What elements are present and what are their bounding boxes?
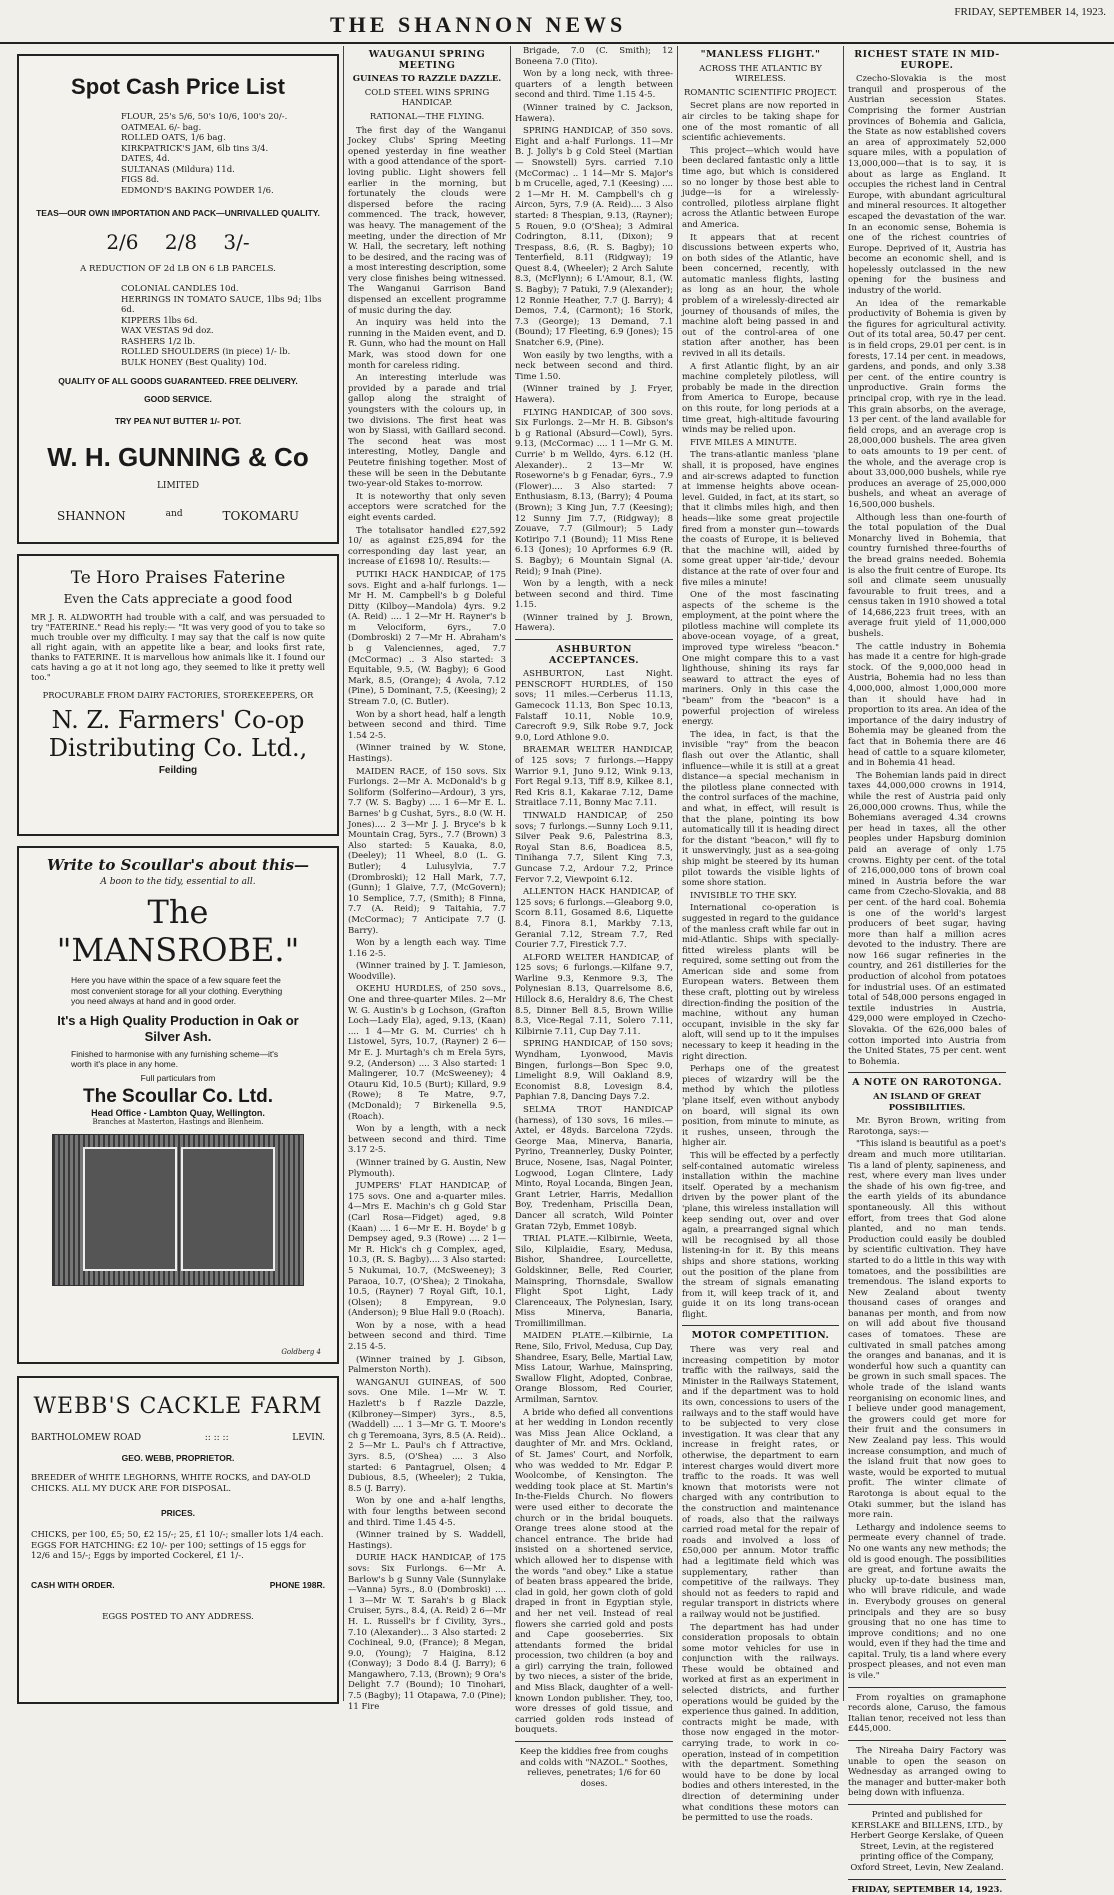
paragraph: Brigade, 7.0 (C. Smith); 12 Boneena 7.0 (Tito).	[515, 46, 673, 67]
eggs-posted: EGGS POSTED TO ANY ADDRESS.	[102, 1611, 254, 1622]
tea-line: TEAS—OUR OWN IMPORTATION AND PACK—UNRIVALLED QUALITY.	[36, 208, 320, 218]
article-headline: MOTOR COMPETITION.	[691, 1330, 830, 1342]
price-item: HERRINGS IN TOMATO SAUCE, 1lbs 9d; 1lbs 6d.	[121, 294, 322, 315]
paragraph: International co-operation is suggested in regard to the guidance of the manless craft while far out in mid-Atlantic. Ships with specially-fitted wireless plants will be required, some setting out from the American side and some from European waters. Between them these craft, plotting out by wireless direction-finding the position of the machine, without any human occupant, invisible in the sky far aloft, will send up to it the impulses necessary to keep it heading in the right direction.	[682, 903, 839, 1062]
paragraph: It appears that at recent discussions between experts who, on both sides of the Atlantic, have been concerned, recently, with automatic manless flights, lasting as long as an hour, the whole problem of a wirelessly-directed air journey of thousands of miles, the machine aloft being passed in and out of the control-area of one station after another, has been revived in all its details.	[682, 232, 839, 360]
paragraph: DURIE HACK HANDICAP, of 175 sovs: Six Furlongs. 6—Mr A. Barlow's b g Sunny Vale (Sunnylake—Vanna) 5yrs., 8.0 (Dombroski) .... 1 3—Mr W. T. Sarah's b g Black Cruiser, 5yrs., 8.4, (A. Reid) 2 6—Mr H. L. Russell's br f Civility, 3yrs., 7.10 (Alexander)... 3 Also started: 2 Cochineal, 9.0, (France); 8 Megan, 9.0, (Young); 7 Haigina, 8.12 (Conway); 3 Dodo 8.4 (J. Barry); 6 Mangawhero, 7.13, (Brown); 9 Ora's Delight 7.7 (Bound); 10 Tinohari, 7.5 (Bagby); 11 Otapawa, 7.0 (Pine); 11 Fire	[348, 1553, 506, 1712]
paragraph: OKEHU HURDLES, of 250 sovs., One and three-quarter Miles. 2—Mr W. G. Austin's b g Lochson, (Grafton Loch—Lady Ela), aged, 9.13, (Kaan) .... 1 4—Mr G. M. Curries' ch h Listowel, 5yrs, 10.7, (Rayner) 2 6—Mr E. J. Murtagh's ch m Erela 5yrs, 9.2, (Anderson) .... 3 Also started: 1 Malingerer, 10.7 (McSweeney); 4 Otauru Kid, 10.5 (Burt); Killard, 9.9 (Rowe); 8 Te Matre, 9.7, (McDonald); 7 Birkenella 9.5, (Roach).	[348, 984, 506, 1122]
divider	[515, 1741, 673, 1742]
wardrobe-door-right	[181, 1147, 275, 1271]
paragraph: PUTIKI HACK HANDICAP, of 175 sovs. Eight and a-half furlongs. 1—Mr H. M. Campbell's b g Doleful Ditty (Kilboy—Mandola) 4yrs. 9.2 (A. Reid) .... 1 2—Mr H. Rayner's b m Velociform, 6yrs., 7.0 (Dombroski) 2 7—Mr H. Abraham's b g Valenciennes, aged, 7.7 (McCormac) .. 3 Also started: 3 Equitable, 9.5, (W. Bagby); 6 Good Mark, 8.5, (Orange); 4 Avola, 7.12 (Pine), 5 Dominant, 7.5, (Keesing); 2 Stream 7.0, (C. Butler).	[348, 569, 506, 708]
ad-body: Here you have within the space of a few square feet the most convenient storage for all your clothing. Everything you need always at hand and in good order.	[71, 975, 283, 1006]
column-rule	[843, 46, 844, 1701]
article-body	[682, 101, 839, 1320]
article-headline: "MANLESS FLIGHT."	[700, 49, 821, 60]
article-subhead: COLD STEEL WINS SPRING HANDICAP.	[364, 87, 490, 109]
paragraph: (Winner trained by S. Waddell, Hastings).	[348, 1530, 506, 1551]
price-list-2	[121, 284, 325, 368]
aviation-column	[682, 46, 839, 1824]
article-body	[515, 669, 673, 1736]
tea-price: 2/6	[106, 230, 139, 254]
paragraph: (Winner trained by J. Brown, Hawera).	[515, 612, 673, 634]
column-rule	[677, 46, 678, 1701]
paragraph: WANGANUI GUINEAS, of 500 sovs. One Mile. 1—Mr W. T. Hazlett's b f Razzle Dazzle, (Kilbroney—Simper) 3yrs., 8.5, (Waddell) .... 1 3—Mr G. T. Moore's ch g Teremoana, 3yrs, 8.5 (A. Reid).. 2 5—Mr L. Paul's ch f Attractive, 3yrs. 8.5, (O'Shea) .... 3 Also started: 6 Pantagruel, Olsen; 4 Dubious, 8.5, (Wheeler); 2 Tukia, 8.5 (J. Barry).	[348, 1377, 506, 1494]
dairy-note: The Nireaha Dairy Factory was unable to open the season on Wednesday as arranged owing to the manager and butter-maker both being down with influenza.	[848, 1746, 1006, 1799]
address-line	[31, 1433, 325, 1443]
paragraph: Won by a length, with a neck between second and third. Time 1.15.	[515, 579, 673, 611]
divider	[515, 639, 673, 640]
price-item: KIPPERS 1lbs 6d.	[121, 315, 198, 326]
particulars-line: Full particulars from	[140, 1072, 216, 1083]
article-body	[848, 74, 1006, 1067]
ad-subheadline: A boon to the tidy, essential to all.	[100, 877, 256, 887]
price-item: FLOUR, 25's 5/6, 50's 10/6, 100's 20/-.	[121, 112, 288, 122]
wardrobe-illustration	[52, 1134, 304, 1286]
ad-headline: Te Horo Praises Faterine	[70, 568, 286, 588]
article-headline: WAUGANUI SPRING MEETING	[368, 49, 486, 71]
prices-body: CHICKS, per 100, £5; 50, £2 15/-; 25, £1 10/-; smaller lots 1/4 each. EGGS FOR HATCHING: £2 10/- per 100; settings of 15 eggs for 12/6 and 15/-; Eggs by imported Cockerel, £1 1/-.	[31, 1530, 324, 1561]
price-item: EDMOND'S BAKING POWDER 1/6.	[121, 185, 274, 196]
divider	[848, 1804, 1006, 1805]
paragraph: The first day of the Wanganui Jockey Clubs' Spring Meeting opened yesterday in fine weather with a good attendance of the sport-loving public. Light showers fell earlier in the morning, but fortunately the clouds were dispersed before the racing commenced. The track, however, was heavy. The management of the meeting, under the direction of Mr W. Hall, the secretary, left nothing to be desired, and the racing was of a most interesting description, some very close finishes being witnessed. The Wanganui Garrison Band dispensed an excellent programme of music during the day.	[348, 125, 506, 316]
ad-headline: WEBB'S CACKLE FARM	[33, 1394, 323, 1419]
europe-column	[848, 46, 1006, 1895]
paragraph: ASHBURTON, Last Night. PENSCROFT HURDLES, of 150 sovs; 11 miles.—Cerberus 11.13, Gamecock 11.13, Bon Spec 10.13, Falstaff 10.11, Noble 10.9, Carecroft 9.9, Silk Robe 9.7, Jock 9.0, Lord Athlone 9.0.	[515, 669, 673, 743]
article-headline: RICHEST STATE IN MID-EUROPE.	[854, 49, 1000, 71]
divider	[682, 1325, 839, 1326]
tea-price: 3/-	[223, 230, 250, 254]
price-item: DATES, 4d.	[121, 154, 170, 164]
firm-name: W. H. GUNNING & Co	[47, 442, 309, 472]
paragraph: The trans-atlantic manless 'plane shall, it is proposed, have engines and air-screws adapted to function at immense heights above ocean-level. Guided, in fact, at its start, so that it climbs miles high, and then heads—like some great projectile fired from a monster gun—towards the coasts of Europe, it is believed that the machine will, aided by some great upper 'air-tide,' devour distance at the rate of over four and five miles a minute!	[682, 450, 839, 588]
paragraph: JUMPERS' FLAT HANDICAP, of 175 sovs. One and a-quarter miles. 4—Mrs E. Machin's ch g Gold Star (Carl Rosa—Fidget) aged, 9.8 (Kaan) .... 1 6—Mr E. H. Boyde' b g Dempsey aged, 9.3 (Rowe) .... 2 1—Mr R. Hick's ch g Complex, aged, 10.3, (R. S. Bagby).... 3 Also started: 5 Nukumai, 10.7, (McSweeney); 3 Paraoa, 10.7, (O'Shea); 2 Tinokaha, 10.5, (Rayner) 7 Royal Gift, 10.1, (Olsen); 8 Empyrean, 9.0 (Anderson); 9 Blue Hall 9.0 (Roach).	[348, 1181, 506, 1319]
price-item: COLONIAL CANDLES 10d.	[121, 284, 239, 294]
paragraph: ALFORD WELTER HANDICAP, of 125 sovs; 6 furlongs.—Kilfane 9.7, Warline 9.3, Kenmore 9.3, The Polynesian 8.13, Quarrelsome 8.6, Hillock 8.6, Heraldry 8.6, The Chest 8.5, Dinner Bell 8.5, Brown Willie 8.3, Vice-Regal 7.11, Solero 7.11, Kilbirnie 7.11, Cup Day 7.11.	[515, 952, 673, 1037]
cash-with-order: CASH WITH ORDER.	[31, 1579, 115, 1590]
artist-signature: Goldberg 4	[281, 1348, 321, 1356]
article-subhead: ACROSS THE ATLANTIC BY WIRELESS.	[699, 63, 822, 85]
head-office: Head Office - Lambton Quay, Wellington.	[91, 1107, 265, 1118]
ad-subheadline: Even the Cats appreciate a good food	[63, 592, 293, 606]
faterine-advertisement	[17, 554, 339, 836]
paragraph: FLYING HANDICAP, of 300 sovs. Six Furlongs. 2—Mr H. B. Gibson's b g Rational (Absurd—Cowl), 5yrs. 9.13, (McCormac) .... 1 1—Mr G. M. Currie' b m Welldo, 4yrs. 6.12 (H. Alexander).. 2 13—Mr W. Roseworne's b g Fenadar, 6yrs., 7.9 (Flower).... 3 Also started: 7 Enthusiasm, 8.13, (Barry); 4 Pouma (Brown); 3 King Jun, 7.7 (Keesing); 12 Sunny Jim 7.7, (Ridgway); 8 Zouave, 7.7 (Gilmour); 5 Lady Kotiripo 7.1 (Bound); 11 Miss Rene 6.13 (Jones); 10 Aprformes 6.9 (R. S. Bagby); 6 Mountain Signal (A. Reid); 9 Inah (Pine).	[515, 407, 673, 577]
paragraph: ALLENTON HACK HANDICAP, of 125 sovs; 6 furlongs.—Gleaborg 9.0, Scorn 8.11, Gosamed 8.6, Liquette 8.4, Finora 8.1, Markby 7.13, Geranial 7.12, Stream 7.7, Red Courier 7.7, Firestick 7.7.	[515, 887, 673, 951]
paragraph: (Winner trained by J. T. Jamieson, Woodville).	[348, 961, 506, 982]
paragraph: There was very real and increasing competition by motor traffic with the railways, said the Minister in the Railways Statement, and if the department was to hold its own, concessions to users of the railways and to the staff would have to be subjected to very close investigation. It was clear that any increase in freight rates, or otherwise, the department to earn interest charges would divert more traffic to the roads. It was well known that motorists were not charged with any contribution to the construction and maintenance of roads, also that the railways carried road metal for the repair of roads and involved a loss of £50,000 per annum. Motor traffic had a legitimate field which was supplementary, rather than competitive of the railways. They should not as feeders to rapid and regular transport in districts where a railway would not be justified.	[682, 1345, 839, 1620]
nazol-notice: Keep the kiddies free from coughs and colds with "NAZOL." Soothes, relieves, penetrates; 1/6 for 60 doses.	[519, 1747, 669, 1789]
column-rule	[510, 46, 511, 1701]
caruso-note: From royalties on gramaphone records alone, Caruso, the famous Italian tenor, received not less than £445,000.	[848, 1692, 1006, 1735]
paragraph: Won by a nose, with a head between second and third. Time 2.15 4-5.	[348, 1320, 506, 1353]
ad-headline: Write to Scoullar's about this—	[46, 856, 310, 874]
ad-body: MR J. R. ALDWORTH had trouble with a calf, and was persuaded to try "FATERINE." Read his reply:— "It was very good of you to take so much trouble over my difficulty. I may say that the calf is now quite all right again, with an appetite like a bear, and looks first rate, thanks to FATERINE. It is marvellous how animals like it. I found our cats having a go at it not long ago, they seemed to like it pretty well too."	[31, 612, 325, 682]
paragraph: The Bohemian lands paid in direct taxes 44,000,000 crowns in 1914, while the rest of Austria paid only 26,000,000 crowns. Thus, while the Bohemians averaged 4.34 crowns per head in taxes, all the other peoples under Hapsburg dominion paid an average of only 1.75 crowns. Eighty per cent. of the total of 216,000,000 tons of brown coal mined in Austria before the war came from Czecho-Slovakia, and 88 per cent. of the hard coal. Bohemia is one of the world's largest producers of beet sugar, having more than half a million acres devoted to the industry. There are now 166 sugar refineries in the country, and 261 distilleries for the production of alcohol from potatoes for industrial uses. Of an estimated total of 548,000 persons engaged in textile industries in Austria, 429,000 were employed in Czecho-Slovakia. Of the 626,000 bales of cotton imported into Austria from the United States, 75 per cent. went to Bohemia.	[848, 770, 1006, 1067]
procurable-line: PROCURABLE FROM DAIRY FACTORIES, STOREKEEPERS, OR	[42, 690, 314, 700]
tea-price: 2/8	[164, 230, 198, 254]
racing-column-continued	[515, 46, 673, 1789]
article-subhead: RATIONAL—THE FLYING.	[369, 111, 485, 122]
paragraph: FIVE MILES A MINUTE.	[690, 437, 797, 448]
paragraph: (Winner trained by J. Fryer, Hawera).	[515, 384, 673, 405]
paragraph: The totalisator handled £27,592 10/ as against £25,894 for the corresponding day last year, an increase of £1698 10/. Results:—	[348, 525, 506, 568]
prices-heading: PRICES.	[160, 1508, 195, 1518]
paragraph: TRIAL PLATE.—Kilbirnie, Weeta, Silo, Kilplaidie, Esary, Medusa, Bishor, Shandree, Lourcellette, Goldskinner, Belle, Red Courier, Mainspring, Thornsdale, Swallow Flight Spot Light, Lady Clarenceaux, The Polynesian, Isary, Miss Minerva, Banaria, Tromillimillman.	[515, 1234, 673, 1329]
gunning-advertisement	[17, 54, 339, 544]
paragraph: Won by a length each way. Time 1.16 2-5.	[348, 938, 506, 959]
reduction-note: A REDUCTION OF 2d LB ON 6 LB PARCELS.	[80, 264, 276, 274]
branches: Branches at Masterton, Hastings and Blenheim.	[92, 1117, 264, 1126]
paragraph: Won easily by two lengths, with a neck between second and third. Time 1.50.	[515, 350, 673, 382]
town-right: TOKOMARU	[222, 509, 299, 523]
divider	[848, 1740, 1006, 1741]
paragraph: Perhaps one of the greatest pieces of wizardry will be the method by which the pilotless 'plane itself, even without anybody on board, will signal its own position, from minute to minute, as it rushes, unseen, through the higher air.	[682, 1064, 839, 1149]
quality-line: It's a High Quality Production in Oak or Silver Ash.	[57, 1012, 299, 1044]
company-name: The Scoullar Co. Ltd.	[82, 1085, 273, 1107]
issue-date: FRIDAY, SEPTEMBER 14, 1923.	[954, 6, 1106, 18]
price-list	[121, 112, 325, 196]
divider	[848, 1072, 1006, 1073]
paragraph: The idea, in fact, is that the invisible "ray" from the beacon flash out over the Atlantic, shall influence—while it is still at a great distance—a special mechanism in the pilotless plane connected with the control surfaces of the machine, and what, in effect, will result is that the plane, pointing its bow automatically till it is heading direct for the distant "beacon," will fly to it unswervingly, just as a sea-going ship might be steered by its human pilot towards the visible lights of some shore station.	[682, 729, 839, 889]
article-body	[682, 1345, 839, 1824]
paragraph: Lethargy and indolence seems to permeate every channel of trade. No one wants any new methods; the old is good enough. The possibilities are great, and fortune awaits the plucky up-to-date business man, who will brave ridicule, and wade in. Everybody grouses on general principals and they are so busy grousing that no one has time to improve conditions; and no one would, even if they had the time and capital. Truly, tis a land where every prospect pleases, and not even man is vile."	[848, 1522, 1006, 1682]
paragraph: Won by a length, with a neck between second and third. Time 3.17 2-5.	[348, 1124, 506, 1156]
ad-body: BREEDER of WHITE LEGHORNS, WHITE ROCKS, and DAY-OLD CHICKS. ALL MY DUCK ARE FOR DISPOSAL.	[31, 1473, 311, 1494]
butter-line: TRY PEA NUT BUTTER 1/- POT.	[114, 416, 242, 426]
address-separator: :: :: ::	[204, 1433, 229, 1443]
paragraph: An idea of the remarkable productivity of Bohemia is given by the figures for agricultural activity. Out of its total area, 50.47 per cent. is in field crops, 29.01 per cent. is in forests, 17.14 per cent. in meadows, gardens, and ponds, and only 3.38 per cent. of the entire country is unproductive. Grain forms the principal crop, with rye in the lead. This grain absorbs, on the average, 13 per cent. of the land available for field crops, and an average crop is 28,000,000 bushels. The area given to oats amounts to 19 per cent. of the whole, and the average crop is about 33,000,000 bushels, while rye produces an average of 25,000,000 bushels, and wheat an average of 16,500,000 bushels.	[848, 298, 1006, 510]
paragraph: (Winner trained by C. Jackson, Hawera).	[515, 102, 673, 124]
article-headline: ASHBURTON ACCEPTANCES.	[548, 644, 640, 666]
phone-number: PHONE 198R.	[269, 1579, 325, 1590]
price-item: KIRKPATRICK'S JAM, 6lb tins 3/4.	[121, 143, 269, 154]
price-item: FIGS 8d.	[121, 175, 160, 185]
divider	[848, 1879, 1006, 1880]
paragraph: This project—which would have been declared fantastic only a little time ago, but which is considered so no longer by those best able to judge—is for a wirelessly-controlled, pilotless airplane flight across the Atlantic between Europe and America.	[682, 145, 839, 230]
tea-prices	[31, 230, 325, 254]
finish-line: Finished to harmonise with any furnishing scheme—it's worth it's place in any home.	[71, 1048, 279, 1069]
paragraph: Won by one and a-half lengths, with four lengths between second and third. Time 1.45 4-5.	[348, 1496, 506, 1528]
price-item: BULK HONEY (Best Quality) 10d.	[121, 357, 267, 368]
paragraph: It is noteworthy that only seven acceptors were scratched for the eight events carded.	[348, 491, 506, 523]
paragraph: (Winner trained by J. Gibson, Palmerston North).	[348, 1354, 506, 1376]
price-item: WAX VESTAS 9d doz.	[121, 326, 214, 336]
paragraph: One of the most fascinating aspects of the scheme is the employment, at the point where the pilotless machine will complete its above-ocean voyage, of a great, improved type wireless "beacon." One might compare this to a vast lighthouse, shining its rays far seaward to attract the eyes of mariners. Only in this case the "beam" from the "beacon" is a powerful projection of wireless energy.	[682, 590, 839, 728]
paragraph: An interesting interlude was provided by a parade and trial gallop along the straight of youngsters with the colours up, in two divisions. The first heat was won by Siassi, with Gaillard second. The second heat was most interesting, Motley, Dangle and Peutetre finishing together. Most of these will be seen in the Debutante two-year-old Stakes to-morrow.	[348, 373, 506, 490]
webb-advertisement	[17, 1376, 339, 1704]
article-subhead: ROMANTIC SCIENTIFIC PROJECT.	[683, 87, 838, 98]
wardrobe-door-left	[83, 1147, 177, 1271]
paragraph: The department has had under consideration proposals to obtain some motor vehicles for use in conjunction with the railways. These would be obtained and worked at first as an experiment in selected districts, and further operations would be guided by the experience thus gained. In addition, contracts might be made, with those now engaged in the motor-carrying trade, to work in co-operation, instead of in competition with the department. Something would have to be done by local bodies and others interested, in the direction of determining under what conditions these motors can be permitted to use the roads.	[682, 1622, 839, 1824]
paragraph: SPRING HANDICAP, of 150 sovs; Wyndham, Lyonwood, Mavis Bingen, furlongs—Bon Spec 9.0, Limelight 8.9, Will Oakland 8.9, Economist 8.8, Lovesign 8.4, Paphian 7.8, Dancing Days 7.2.	[515, 1039, 673, 1103]
proprietor: GEO. WEBB, PROPRIETOR.	[121, 1453, 235, 1463]
column-rule	[343, 46, 344, 1701]
paragraph: TINWALD HANDICAP, of 250 sovs; 7 furlongs.—Sunny Loch 9.11, Silver Peak 9.6, Palestrina 8.3, Royal Stan 8.6, Boadicea 8.5, Tinihanga 7.7, Silent King 7.3, Guncase 7.2, Ardour 7.2, Prince Fervor 7.2, Viewpoint 6.12.	[515, 810, 673, 885]
ad-headline: Spot Cash Price List	[71, 74, 285, 99]
price-item: SULTANAS (Mildura) 11d.	[121, 164, 235, 175]
mansrobe-advertisement	[17, 846, 339, 1364]
article-headline: A NOTE ON RAROTONGA.	[852, 1077, 1002, 1089]
paragraph: The cattle industry in Bohemia has made it a centre for high-grade stock. Of the 9,000,000 head in Austria, Bohemia had no less than 4,000,000, almost 1,000,000 more than it should have had in proportion to its area. An idea of the importance of the dairy industry of Bohemia may be gleaned from the fact that in Bohemia there are 46 head of cattle to a square kilometer, and in Bohemia 41 head.	[848, 641, 1006, 769]
divider	[848, 1687, 1006, 1688]
masthead	[0, 0, 1114, 44]
price-item: ROLLED SHOULDERS (in piece) 1/- lb.	[121, 347, 291, 357]
racing-column	[348, 46, 506, 1712]
paragraph: Secret plans are now reported in air circles to be taking shape for one of the most romantic of all scientific achievements.	[682, 101, 839, 144]
price-item: RASHERS 1/2 lb.	[121, 336, 196, 347]
paragraph: INVISIBLE TO THE SKY.	[690, 890, 797, 901]
paragraph: MAIDEN RACE, of 150 sovs. Six Furlongs. 2—Mr A. McDonald's b g Soliform (Solferino—Ardour), 3 yrs, 7.7 (W. S. Bagby) .... 1 6—Mr E. L. Barnes' b g Cushat, 5yrs., 8.0 (W. H. Jones).... 2 3—Mr J. J. Bryce's b k Mountain Crag, 5yrs., 7.7 (Brown) 3 Also started: 5 Kauaka, 8.0, (Deeley); 11 Wheel, 8.0 (L. G. Butler); 4 Lulusylvia, 7.7 (Drombroski); 12 Hall Mark, 7.7, (Gunn); 1 Glaive, 7.7, (McGovern); 10 Semplice, 7.7, (Smith); 8 Finna, 7.7 (A. Reid); 9 Taitahia, 7.7 (McCormac); 7 Anticipate 7.7 (J. Barry).	[348, 766, 506, 936]
distributor-name: N. Z. Farmers' Co-op Distributing Co. Ltd.,	[48, 706, 308, 762]
article-subhead: GUINEAS TO RAZZLE DAZZLE.	[352, 74, 502, 85]
advertisement-column	[17, 54, 339, 1704]
price-item: ROLLED OATS, 1/6 bag.	[121, 133, 226, 143]
article-body	[848, 1116, 1006, 1681]
paragraph: BRAEMAR WELTER HANDICAP, of 125 sovs; 7 furlongs.—Happy Warrior 9.1, Juno 9.12, Wink 9.13, Fort Regal 9.13, Tiff 8.9, Kilkee 8.1, Red Kris 8.1, Kakarae 7.12, Dame Straitlace 7.11, Bonny Mac 7.11.	[515, 745, 673, 809]
paragraph: SPRING HANDICAP, of 350 sovs. Eight and a-half Furlongs. 11—Mr B. J. Jolly's b g Cold Steel (Martian — Snowstell) 5yrs. carried 7.10 (McCormac) .. 1 14—Mr S. Major's b m Crucelle, aged, 7.1 (Keesing) .... 2 1—Mr H. M. Campbell's ch g Aircon, 5yrs, 7.9 (A. Reid).... 3 Also started: 8 Thespian, 9.13, (Rayner); 5 Rouen, 9.0 (O'Shea); 3 Admiral Codrington, 8.11, (Dixon); 9 Trespass, 8.6, (R. S. Bagby); 10 Tenterfield, 8.11 (Ridgway); 19 Quest 8.4, (Wheeler); 2 Arch Salute 8.3, (McFlynn); 6 L'Amour, 8.1, (W. S. Bagby); 7 Patuki, 7.9 (Alexander); 12 Ronnie Heather, 7.7 (J. Barry); 4 Demos, 7.4, (Carmont); 16 Stork, 7.3 (George); 13 Demand, 7.1 (Bound); 17 Fleeting, 6.9 (Jones); 15 Snatcher 6.9, (Pine).	[515, 126, 673, 349]
paragraph: SELMA TROT HANDICAP (harness), of 130 sovs, 16 miles.—Axtel, er 48yds. Barcelona 72yds. George Maa, Minerva, Banaria, Pyrino, Treannerley, Dusky Pointer, Bruce, Nosene, Isas, Nagal Pointer, Logwood, Logan Clintere, Lady Minto, Royal Locanda, Bingen Jean, Grant Letrier, Harris, Medallion Boy, Tredenham, Priscilla Dean, Dancer all scratch, Wild Pointer Gratan 72yb, Emmet 108yb.	[515, 1105, 673, 1232]
distributor-town: Feilding	[158, 765, 198, 776]
paragraph: MAIDEN PLATE.—Kilbirnie, La Rene, Silo, Frivol, Medusa, Cup Day, Shandree, Esary, Belle, Martial Law, Miss Latour, Warhue, Mainspring, Swallow Flight, Adopted, Conbrae, Orange Blossom, Red Courier, Armilman, Sarntov.	[515, 1331, 673, 1406]
farm-road: BARTHOLOMEW ROAD	[31, 1433, 142, 1443]
printer-imprint: Printed and published for KERSLAKE and BILLENS, LTD., by Herbert George Kerslake, of Queen Street, Levin, at the registered printing office of the Company, Oxford Street, Levin, New Zealand.	[850, 1810, 1004, 1873]
article-subhead: AN ISLAND OF GREAT POSSIBILITIES.	[873, 1092, 981, 1113]
paragraph: (Winner trained by G. Austin, New Plymouth).	[348, 1157, 506, 1179]
newspaper-title: THE SHANNON NEWS	[330, 12, 627, 37]
guarantee-line: QUALITY OF ALL GOODS GUARANTEED. FREE DELIVERY.	[58, 376, 298, 386]
service-line: GOOD SERVICE.	[144, 394, 212, 404]
paragraph: An inquiry was held into the running in the Maiden event, and D. R. Gunn, who had the mount on Hall Mark, was stood down for one month for careless riding.	[348, 318, 506, 371]
town-left: SHANNON	[57, 509, 126, 523]
paragraph: Czecho-Slovakia is the most tranquil and prosperous of the Austrian secession States. Comprising the former Austrian provinces of Bohemia and Galicia, the State as now established covers an area of approximately 52,000 square miles, with a population of 13,000,000—that is to say, it is about as large as England. It occupies the richest land in Central Europe, with abundant agricultural and mineral resources. It altogether escaped the devastation of the war. In an economic sense, Bohemia is one of the richest countries of Europe. Deprived of it, Austria has become an economic shell, and is hopelessly outclassed in the new opening for the business and industry of the world.	[848, 74, 1006, 297]
town-and: and	[165, 509, 183, 519]
firm-limited: LIMITED	[156, 481, 200, 491]
article-body	[348, 126, 506, 1713]
paragraph: A first Atlantic flight, by an air machine completely pilotless, will probably be made in the direction from America to Europe, because on this route, for long periods at a time great, high-altitude favouring winds may be relied upon.	[682, 361, 839, 436]
paragraph: "This island is beautiful as a poet's dream and much more utilitarian. Tis a land of plenty, sapineness, and rest, where every man lives under the shade of his own fig-tree, and the earth yields of its abundance spontaneously. All this without effort, from trees that God alone planted, and no man tends. Production could easily be doubled by scientific cultivation. They have started to do a little in this way with tomatoes, and the possibilities are tremendous. The island exports to New Zealand about twenty thousand cases of oranges and bananas per month, and from now on will add about five thousand cases of tomatoes. These are cultivated in small patches among the oranges and bananas, and it is wonderful how such a quantity can be grown in such small spaces. The whole trade of the island wants reorganising on economic lines, and I believe under good management, the growers could get more for their fruit and the consumers in New Zealand pay less. This would increase consumption, and much of the island fruit that now goes to waste, would be exported to mutual profit. The winter climate of Rarotonga is about equal to the Otaki summer, but the island has more rain.	[848, 1139, 1006, 1521]
firm-towns	[57, 509, 299, 523]
product-title: The "MANSROBE."	[56, 893, 300, 969]
order-line	[31, 1580, 325, 1590]
footer-date: FRIDAY, SEPTEMBER 14, 1923.	[851, 1884, 1003, 1895]
paragraph: Won by a short head, half a length between second and third. Time 1.54 2-5.	[348, 709, 506, 741]
paragraph: Won by a long neck, with three-quarters of a length between second and third. Time 1.15 4-5.	[515, 69, 673, 101]
paragraph: This will be effected by a perfectly self-contained automatic wireless installation within the machine itself. Operated by a mechanism driven by the power plant of the 'plane, this wireless installation will keep sending out, over and over again, a prearranged signal which will be recognised by all those listening-in for it. By this means ships and shore stations, working out the position of the plane from the stream of signals emanating from it, will keep track of it, and guide it on its long trans-ocean flight.	[682, 1150, 839, 1320]
paragraph: Although less than one-fourth of the total population of the Dual Monarchy lived in Bohemia, that country furnished three-fourths of the bread grains needed. Bohemia is also the fruit centre of Europe. Its soil and climate seem unusually favourable to fruit trees, and a census taken in 1910 showed a total of 14,686,223 fruit trees, with an average fruit yield of 11,000,000 bushels.	[848, 512, 1006, 640]
paragraph: (Winner trained by W. Stone, Hastings).	[348, 743, 506, 764]
farm-town: LEVIN.	[292, 1433, 325, 1443]
paragraph: A bride who defied all conventions at her wedding in London recently was Miss Jean Alice Ockland, a daughter of Mr. and Mrs. Ockland, of St. James' Court, and Norfolk, who was wedded to Mr. Edgar P. Woolcombe, of Kensington. The wedding took place at St. Martin's In-the-Fields Church. No flowers were used either to decorate the church or in the bridal bouquets. Orange trees alone stood at the chancel entrance. The bride had insisted on a shortened service, which allowed her to dispense with the words "and obey." Like a statue of beaten brass appeared the bride, clad in gold, her gown cloth of gold draped in front in Egyptian style, and her net veil. Instead of real flowers she carried gold and posts and Cape gooseberries. Six attendants formed the bridal procession, two children (a boy and a girl) carrying the train, followed by two nieces, a sister of the bride, and Miss Black, daughter of a well-known London publisher. They, too, wore dresses of gold tissue, and carried golden rods instead of bouquets.	[515, 1407, 673, 1736]
article-body	[515, 46, 673, 634]
paragraph: Mr. Byron Brown, writing from Rarotonga, says:—	[848, 1116, 1006, 1137]
price-item: OATMEAL 6/- bag.	[121, 122, 202, 133]
